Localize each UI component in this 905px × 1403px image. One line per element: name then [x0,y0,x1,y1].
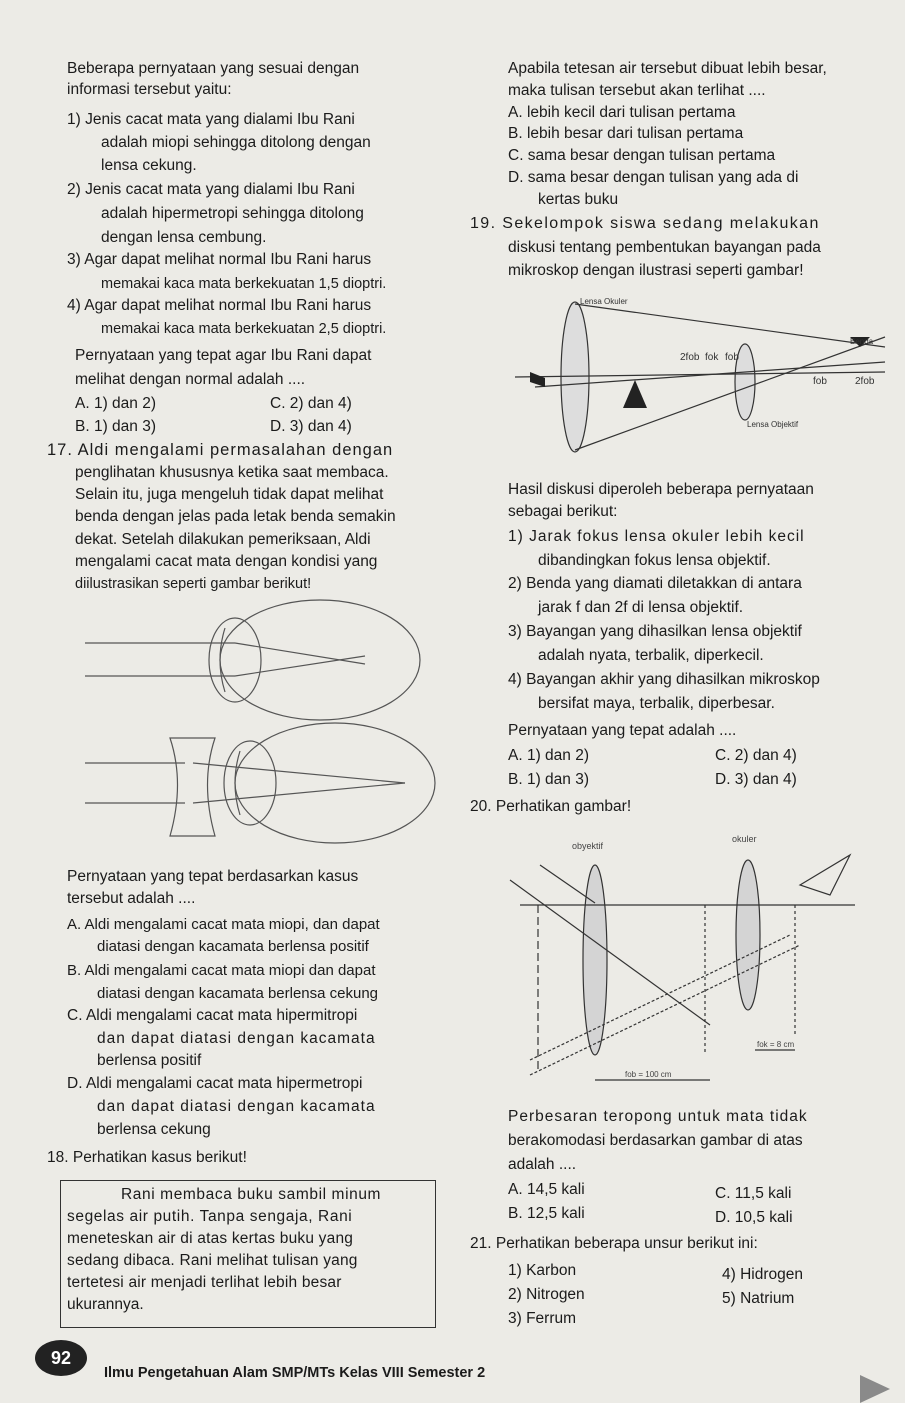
case-line: sedang dibaca. Rani melihat tulisan yang [67,1252,358,1269]
discussion-1-cont: dibandingkan fokus lensa objektif. [538,552,771,569]
q17-option-a[interactable]: A. Aldi mengalami cacat mata miopi, dan dapat [67,916,380,933]
label-okuler: okuler [732,834,757,844]
label-fok: fok [705,352,719,363]
discussion-1: 1) Jarak fokus lensa okuler lebih kecil [508,528,805,545]
discussion-2: 2) Benda yang diamati diletakkan di antara [508,575,802,592]
eye-with-concave-lens [85,723,435,843]
question-16-prompt: Pernyataan yang tepat agar Ibu Rani dapat [75,347,372,364]
q18-option-d[interactable]: D. sama besar dengan tulisan yang ada di [508,169,799,186]
q20-option-d[interactable]: D. 10,5 kali [715,1209,793,1226]
discussion-intro: Hasil diskusi diperoleh beberapa pernyataan [508,481,814,498]
q18-option-c[interactable]: C. sama besar dengan tulisan pertama [508,147,776,164]
q17-option-b-cont: diatasi dengan kacamata berlensa cekung [97,985,379,1002]
q20-option-c[interactable]: C. 11,5 kali [715,1185,792,1202]
statement-4-cont: memakai kaca mata berkekuatan 2,5 dioptri. [101,321,387,337]
question-17-cont: Selain itu, juga mengeluh tidak dapat melihat [75,486,384,503]
question-20: 20. Perhatikan gambar! [470,798,632,815]
q16-option-c[interactable]: C. 2) dan 4) [270,395,352,412]
book-title: Ilmu Pengetahuan Alam SMP/MTs Kelas VIII Semester 2 [104,1365,486,1381]
eye-without-lens [85,600,420,720]
q18-prompt: Apabila tetesan air tersebut dibuat lebih besar, [508,60,827,77]
label-obyektif: obyektif [572,841,604,851]
q17-option-d-cont: berlensa cekung [97,1121,211,1138]
q19-option-c[interactable]: C. 2) dan 4) [715,747,797,764]
label-fob-right: fob [813,376,827,387]
statement-2-cont: dengan lensa cembung. [101,229,267,246]
statement-3: 3) Agar dapat melihat normal Ibu Rani harus [67,251,372,268]
case-line: meneteskan air di atas kertas buku yang [67,1230,354,1247]
element-5: 5) Natrium [722,1290,795,1307]
question-17-cont: mengalami cacat mata dengan kondisi yang [75,553,378,570]
statement-4: 4) Agar dapat melihat normal Ibu Rani harus [67,297,372,314]
label-okuler: Lensa Okuler [580,297,628,306]
question-19-cont: diskusi tentang pembentukan bayangan pada [508,239,821,256]
label-2fob-right: 2fob [855,376,875,387]
question-17-cont: diilustrasikan seperti gambar berikut! [75,576,312,592]
intro-line-2: informasi tersebut yaitu: [67,81,232,98]
discussion-intro-cont: sebagai berikut: [508,503,618,520]
discussion-4-cont: bersifat maya, terbalik, diperbesar. [538,695,775,712]
q17-prompt-cont: tersebut adalah .... [67,890,196,907]
q20-option-a[interactable]: A. 14,5 kali [508,1181,585,1198]
q18-option-b[interactable]: B. lebih besar dari tulisan pertama [508,125,744,142]
q17-option-c-cont: berlensa positif [97,1052,202,1069]
element-4: 4) Hidrogen [722,1266,803,1283]
q17-option-b[interactable]: B. Aldi mengalami cacat mata miopi dan dapat [67,962,376,979]
telescope-diagram [500,825,880,1095]
discussion-3-cont: adalah nyata, terbalik, diperkecil. [538,647,764,664]
q17-option-c-cont: dan dapat diatasi dengan kacamata [97,1030,376,1047]
q17-option-d-cont: dan dapat diatasi dengan kacamata [97,1098,376,1115]
case-line: segelas air putih. Tanpa sengaja, Rani [67,1208,353,1225]
question-18: 18. Perhatikan kasus berikut! [47,1149,247,1166]
discussion-3: 3) Bayangan yang dihasilkan lensa objektif [508,623,802,640]
label-fob: fob [725,352,739,363]
q20-prompt: Perbesaran teropong untuk mata tidak [508,1108,808,1125]
question-19-cont: mikroskop dengan ilustrasi seperti gambar! [508,262,804,279]
question-17-cont: benda dengan jelas pada letak benda semakin [75,508,396,525]
label-fok-8: fok = 8 cm [757,1040,795,1049]
q18-option-d-cont: kertas buku [538,191,619,208]
q20-prompt-cont: berakomodasi berdasarkan gambar di atas [508,1132,803,1149]
q18-option-a[interactable]: A. lebih kecil dari tulisan pertama [508,104,736,121]
statement-3-cont: memakai kaca mata berkekuatan 1,5 dioptri. [101,276,387,292]
statement-1-cont: adalah miopi sehingga ditolong dengan [101,134,371,151]
question-17-cont: dekat. Setelah dilakukan pemeriksaan, Aldi [75,531,371,548]
q19-option-a[interactable]: A. 1) dan 2) [508,747,589,764]
statement-2: 2) Jenis cacat mata yang dialami Ibu Rani [67,181,355,198]
q18-prompt-cont: maka tulisan tersebut akan terlihat .... [508,82,766,99]
statement-1: 1) Jenis cacat mata yang dialami Ibu Rani [67,111,355,128]
question-17: 17. Aldi mengalami permasalahan dengan [47,441,394,459]
element-2: 2) Nitrogen [508,1286,585,1303]
q16-option-b[interactable]: B. 1) dan 3) [75,418,156,435]
question-17-cont: penglihatan khususnya ketika saat membaca. [75,464,389,481]
discussion-2-cont: jarak f dan 2f di lensa objektif. [538,599,744,616]
statement-1-cont: lensa cekung. [101,157,197,174]
element-1: 1) Karbon [508,1262,577,1279]
case-line: Rani membaca buku sambil minum [121,1186,382,1203]
page-number: 92 [35,1340,87,1376]
q17-prompt: Pernyataan yang tepat berdasarkan kasus [67,868,359,885]
label-fob-100: fob = 100 cm [625,1070,672,1079]
q16-option-a[interactable]: A. 1) dan 2) [75,395,156,412]
q19-option-d[interactable]: D. 3) dan 4) [715,771,797,788]
footer-arrow-icon [860,1375,890,1403]
case-line: tertetesi air menjadi terlihat lebih besar [67,1274,342,1291]
q17-option-d[interactable]: D. Aldi mengalami cacat mata hipermetropi [67,1075,363,1092]
question-19: 19. Sekelompok siswa sedang melakukan [470,215,820,232]
q17-option-a-cont: diatasi dengan kacamata berlensa positif [97,938,369,955]
statement-2-cont: adalah hipermetropi sehingga ditolong [101,205,364,222]
case-box [60,1180,436,1328]
q20-prompt-cont: adalah .... [508,1156,577,1173]
q17-option-c[interactable]: C. Aldi mengalami cacat mata hipermitropi [67,1007,358,1024]
label-2fob-left: 2fob [680,352,700,363]
label-objektif: Lensa Objektif [747,420,799,429]
question-21: 21. Perhatikan beberapa unsur berikut ini: [470,1235,758,1252]
q19-option-b[interactable]: B. 1) dan 3) [508,771,589,788]
label-benda: Benda [850,337,874,346]
discussion-4: 4) Bayangan akhir yang dihasilkan mikroskop [508,671,820,688]
element-3: 3) Ferrum [508,1310,577,1327]
q19-prompt: Pernyataan yang tepat adalah .... [508,722,737,739]
microscope-diagram [505,292,900,472]
case-line: ukurannya. [67,1296,144,1313]
intro-line-1: Beberapa pernyataan yang sesuai dengan [67,60,360,77]
eye-defect-diagram [75,598,440,858]
question-16-prompt-cont: melihat dengan normal adalah .... [75,371,306,388]
q16-option-d[interactable]: D. 3) dan 4) [270,418,352,435]
q20-option-b[interactable]: B. 12,5 kali [508,1205,585,1222]
